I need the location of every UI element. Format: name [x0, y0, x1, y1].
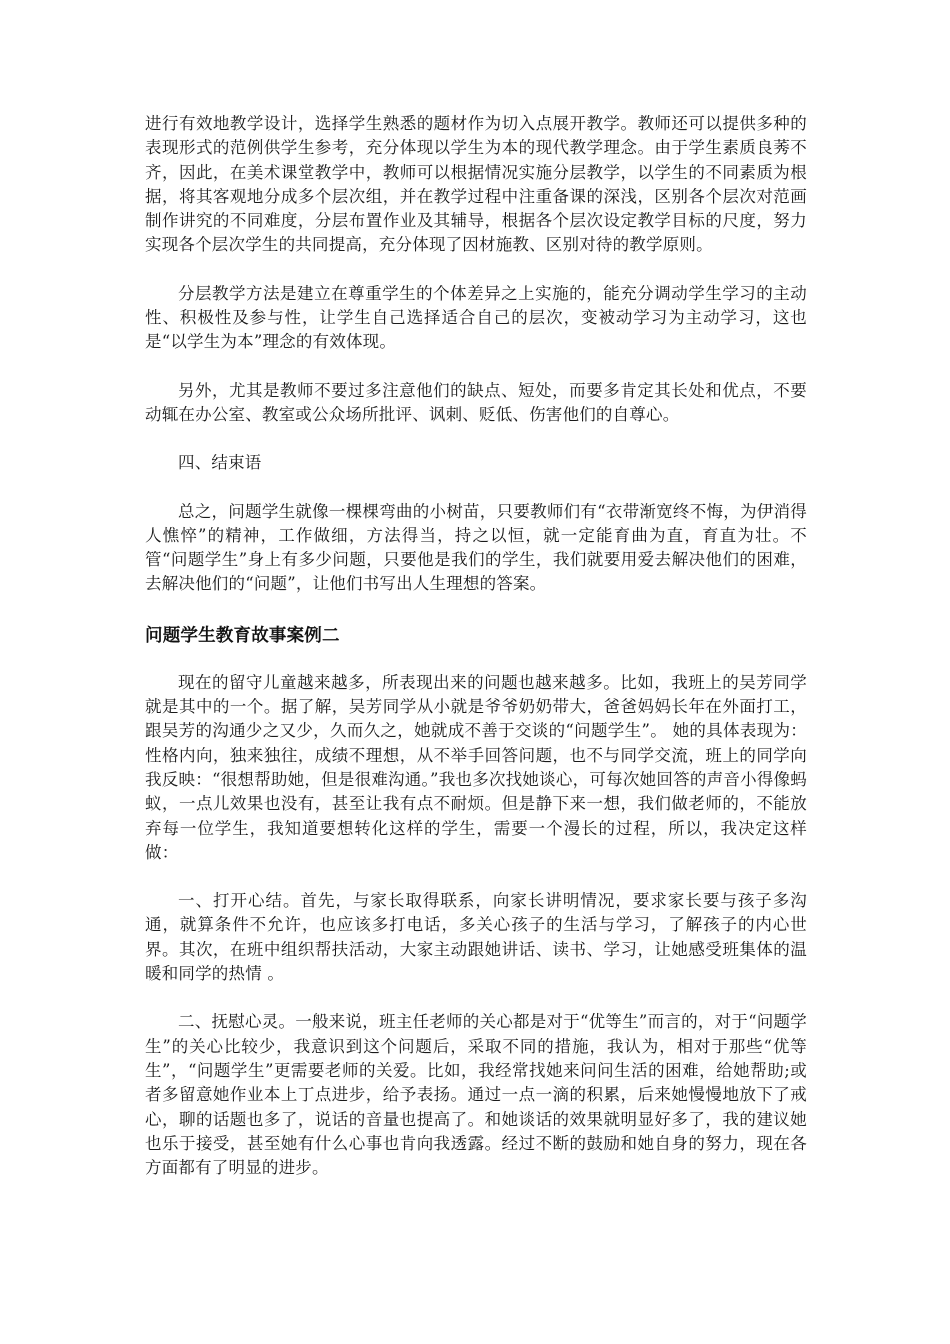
- paragraph-strengths: 另外，尤其是教师不要过多注意他们的缺点、短处，而要多肯定其长处和优点，不要动辄在办公室、教室或公众场所批评、讽刺、贬低、伤害他们的自尊心。: [145, 380, 807, 424]
- paragraph-left-behind-children: 现在的留守儿童越来越多，所表现出来的问题也越来越多。比如，我班上的吴芳同学就是其中的一个。据了解，吴芳同学从小就是爷爷奶奶带大，爸爸妈妈长年在外面打工，跟吴芳的沟通少之又少，久而久之，她就成不善于交谈的“问题学生”。 她的具体表现为：性格内向，独来独往，成绩不理想，从不举手回答问题，也不与同学交流，班上的同学向我反映：“很想帮助她，但是很难沟通。”我也多次找她谈心，可每次她回答的声音小得像蚂蚁，一点儿效果也没有，甚至让我有点不耐烦。但是静下来一想，我们做老师的，不能放弃每一位学生，我知道要想转化这样的学生，需要一个漫长的过程，所以，我决定这样做：: [145, 672, 807, 862]
- paragraph-open-heart: 一、打开心结。首先，与家长取得联系，向家长讲明情况，要求家长要与孩子多沟通，就算条件不允许，也应该多打电话，多关心孩子的生活与学习，了解孩子的内心世界。其次，在班中组织帮扶活动，大家主动跟她讲话、读书、学习，让她感受班集体的温暖和同学的热情 。: [145, 891, 807, 984]
- case-two-heading: 问题学生教育故事案例二: [145, 625, 340, 646]
- paragraph-teaching-design: 进行有效地教学设计，选择学生熟悉的题材作为切入点展开教学。教师还可以提供多种的表现形式的范例供学生参考，充分体现以学生为本的现代教学理念。由于学生素质良莠不齐，因此，在美术课堂教学中，教师可以根据情况实施分层教学，以学生的不同素质为根据，将其客观地分成多个层次组，并在教学过程中注重备课的深浅，区别各个层次对范画制作讲究的不同难度，分层布置作业及其辅导，根据各个层次设定教学目标的尺度，努力实现各个层次学生的共同提高，充分体现了因材施教、区别对待的教学原则。: [145, 114, 807, 255]
- section-title-conclusion: 四、结束语: [178, 453, 262, 473]
- paragraph-gap: [145, 986, 807, 1010]
- paragraph-gap: [145, 865, 807, 889]
- paragraph-comfort-soul: 二、抚慰心灵。一般来说，班主任老师的关心都是对于“优等生”而言的，对于“问题学生”的关心比较少，我意识到这个问题后，采取不同的措施，我认为，相对于那些“优等生”，“问题学生”更需要老师的关爱。比如，我经常找她来问问生活的困难，给她帮助;或者多留意她作业本上丁点进步，给予表扬。通过一点一滴的积累，后来她慢慢地放下了戒心，聊的话题也多了，说话的音量也提高了。和她谈话的效果就明显好多了，我的建议她也乐于接受，甚至她有什么心事也肯向我透露。经过不断的鼓励和她自身的努力，现在各方面都有了明显的进步。: [145, 1012, 807, 1178]
- paragraph-gap: [145, 258, 807, 282]
- paragraph-gap: [145, 427, 807, 451]
- paragraph-gap: [145, 355, 807, 379]
- document-page: [145, 112, 807, 1180]
- paragraph-conclusion: 总之，问题学生就像一棵棵弯曲的小树苗，只要教师们有“衣带渐宽终不悔，为伊消得人憔悴”的精神，工作做细，方法得当，持之以恒，就一定能育曲为直，育直为壮。不管“问题学生”身上有多少问题，只要他是我们的学生，我们就要用爱去解决他们的困难，去解决他们的“问题”，让他们书写出人生理想的答案。: [145, 501, 807, 594]
- paragraph-gap: [145, 476, 807, 500]
- paragraph-layered-teaching: 分层教学方法是建立在尊重学生的个体差异之上实施的，能充分调动学生学习的主动性、积极性及参与性，让学生自己选择适合自己的层次，变被动学习为主动学习，这也是“以学生为本”理念的有效体现。: [145, 283, 807, 352]
